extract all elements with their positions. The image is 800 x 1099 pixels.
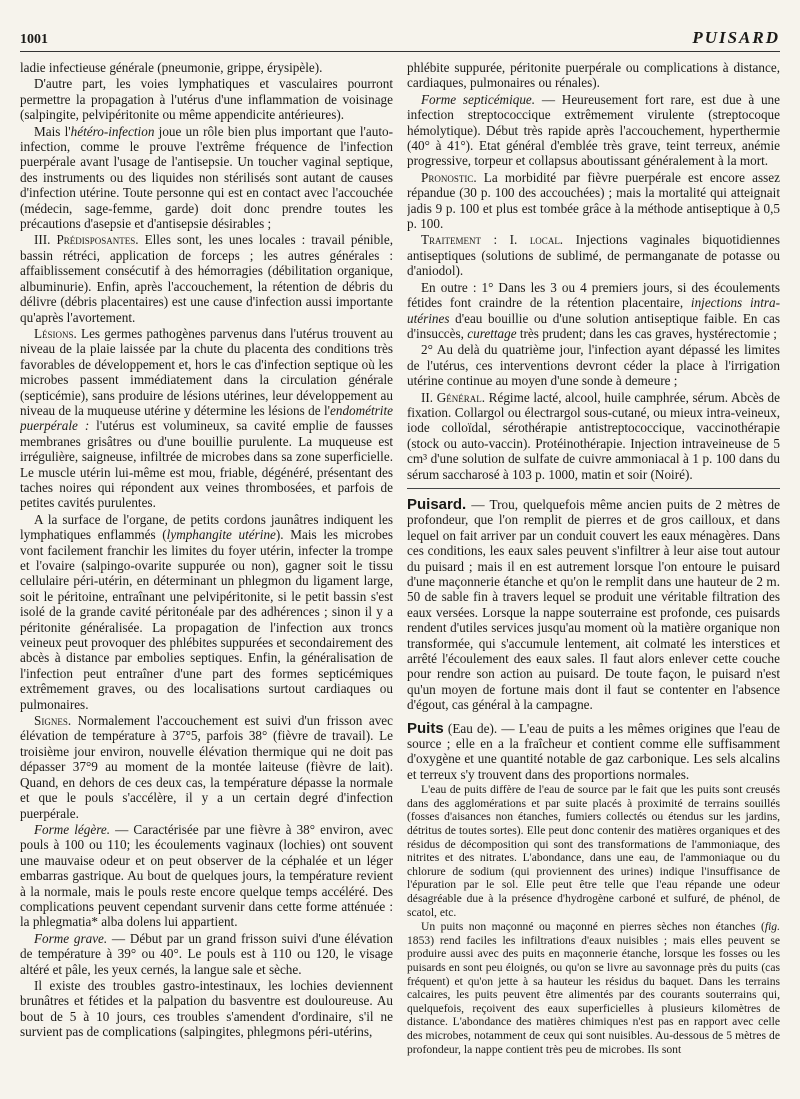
- running-head: PUISARD: [692, 28, 780, 47]
- section-heading: II. Général.: [421, 389, 486, 405]
- text-columns: [20, 60, 780, 1087]
- section-heading: Forme légère.: [34, 821, 111, 837]
- page-number: 1001: [20, 32, 48, 47]
- section-heading: III. Prédisposantes.: [34, 232, 139, 248]
- entry-headword: Puits: [407, 719, 444, 737]
- paragraph: Forme grave. — Début par un grand frisson suivi d'une élévation de température à 39° ou 40°. Le pouls est à 110 ou 120, le visage altéré et pâle, les yeux cernés, la langue sale et sèche.: [20, 930, 393, 977]
- paragraph: Traitement : I. local. Injections vaginales biquotidiennes antiseptiques (solutions de sublimé, de permanganate de potasse ou d'aniodol).: [407, 232, 780, 279]
- section-heading: Lésions.: [34, 325, 77, 341]
- paragraph: ladie infectieuse générale (pneumonie, grippe, érysipèle).: [20, 60, 323, 75]
- paragraph: Mais l'hétéro-infection joue un rôle bien plus important que l'auto-infection, comme le prouve l'extrême fréquence de l'infection puerpérale avant l'usage de l'antisepsie. Un toucher vaginal septique, des instruments ou des liquides non stérilisés sont autant de causes d'infection utérine. Toute personne qui est en contact avec l'accouchée (médecin, sage-femme, garde) doit donc prendre toutes les précautions d'asepsie et d'antisepsie désirables ;: [20, 123, 393, 232]
- paragraph: Lésions. Les germes pathogènes parvenus dans l'utérus trouvent au niveau de la plaie laissée par la chute du placenta des conditions très favorables de développement et, hors le cas d'infection septique où les microbes passent immédiatement dans la circulation générale (septicémie), sans produire de lésions utérines, leur développement au niveau de la muqueuse utérine y détermine les lésions de l'endométrite puerpérale : l'utérus est volumineux, sa cavité emplie de fausses membranes grisâtres ou d'une bouillie purulente. La muqueuse est irrégulière, saigneuse, infiltrée de microbes dans sa zone superficielle. Le muscle utérin lui-même est mou, friable, dégénéré, présentant des taches noires qui répondent aux veines thrombosées, et parfois de petites cavités purulentes.: [20, 325, 393, 511]
- paragraph: II. Général. Régime lacté, alcool, huile camphrée, sérum. Abcès de fixation. Collargol ou électrargol sous-cutané, ou mieux intra-veineux, iode colloïdal, sérothérapie antistreptococcique, vaccinothérapie (stock ou auto-vaccin). Protéinothérapie. Injection intraveineuse de 5 cm³ d'une solution de sulfate de cuivre ammoniacal à 1 p. 100 dans du sérum saccharosé à 103 p. 1000, matin et soir (Noiré).: [407, 389, 780, 482]
- left-column: [20, 60, 393, 1087]
- section-heading: Signes.: [34, 713, 72, 729]
- page-header: [20, 20, 780, 52]
- dictionary-entry-puisard: Puisard. — Trou, quelquefois même ancien puits de 2 mètres de profondeur, que l'on remplit de pierres et de gros cailloux, et dans lequel on fait arriver par un conduit couvert les eaux ménagères. Dans ces conditions, les eaux sales peuvent s'infiltrer à leur aise tout autour du puisard ; mais il en est autrement lorsque l'on entoure le puisard d'une maçonnerie étanche et qu'on le remplit dans une hauteur de 2 m. 50 de sable fin à travers lequel se produit une véritable filtration des eaux versées. Lorsque la nappe souterraine est profonde, ces puisards rendent d'utiles services jusqu'au moment où la matière organique non transformée, qui s'accumule lentement, ait colmaté les interstices et arrêté l'écoulement des eaux sales. Il faut alors enlever cette couche pour rendre son action au puisard. De toute façon, le puisard n'est qu'un moyen de fortune mais dont il faut se contenter en l'absence d'égout, cas général à la campagne.: [407, 495, 780, 713]
- section-heading: Pronostic.: [421, 169, 477, 185]
- section-heading: Forme septicémique.: [421, 91, 536, 107]
- paragraph: L'eau de puits diffère de l'eau de source par le fait que les puits sont creusés dans des agglomérations et par suite placés à proximité de terrains souillés (fosses d'aisances non étanches, fumiers collectés ou étendus sur les jardins, détritus de toutes sortes). Elle peut donc contenir des matières organiques et des résidus de décomposition qui sont des transformations de l'ammoniaque, des nitrites et des nitrates. L'abondance, dans une eau, de l'ammoniaque ou du chlorure de sodium (qui proviennent des urines) indique l'insuffisance de l'épuration par le sol. Elle peut être telle que l'eau répande une odeur désagréable due à la présence d'hydrogène carboné et sulfuré, de phénol, de scatol, etc.: [407, 783, 780, 919]
- paragraph: A la surface de l'organe, de petits cordons jaunâtres indiquent les lymphatiques enflammés (lymphangite utérine). Mais les microbes vont facilement franchir les limites du foyer utérin, infecter la trompe et l'ovaire (salpingo-ovarite suppurée ou non), gagner soit le tissu cellulaire péri-utérin, en déterminant un phlegmon du ligament large, soit le péritoine, entraînant une pelvipéritonite, si le petit bassin s'est isolé de la grande cavité péritonéale par des adhérences ; sinon il y a péritonite généralisée. La propagation de l'infection aux troncs veineux peut provoquer des phlébites suppurées et secondairement des abcès à distance par embolies septiques. Enfin, la généralisation de l'infection peut entraîner d'une part des formes septicémiques extrêmement graves, ou des localisations surtout cardiaques ou pulmonaires.: [20, 511, 393, 712]
- paragraph: Signes. Normalement l'accouchement est suivi d'un frisson avec élévation de température à 37°5, parfois 38° (fièvre de travail). Le troisième jour environ, nouvelle élévation thermique qui ne doit pas dépasser 37°9 au moment de la montée laiteuse (fièvre de lait). Quand, en dehors de ces deux cas, la température dépasse la normale et que le pouls s'accélère, il y a un certain degré d'infection puerpérale.: [20, 713, 393, 821]
- small-print-section: [407, 783, 780, 1056]
- section-heading: Traitement : I. local.: [421, 232, 564, 248]
- paragraph: phlébite suppurée, péritonite puerpérale ou complications à distance, cardiaques, pulmonaires ou rénales).: [407, 60, 780, 91]
- dictionary-entry-puits: Puits (Eau de). — L'eau de puits a les mêmes origines que l'eau de source ; elle en a la fraîcheur et contient comme elle suffisamment d'oxygène et une quantité notable de gaz carbonique. Les sels alcalins et terreux s'y trouvent dans des proportions normales.: [407, 719, 780, 782]
- paragraph: D'autre part, les voies lymphatiques et vasculaires pourront permettre la propagation à l'utérus d'une inflammation de voisinage (salpingite, pelvipéritonite ou même appendicite antérieures).: [20, 76, 393, 123]
- paragraph: III. Prédisposantes. Elles sont, les unes locales : travail pénible, bassin rétréci, application de forceps ; les autres générales : affaiblissement consécutif à des hémorragies (débilitation organique, albuminurie). Enfin, après l'accouchement, la rétention de débris du délivre (débris placentaires) est une cause d'infection aussi importante qu'après l'avortement.: [20, 232, 393, 325]
- right-column: [407, 60, 780, 1087]
- section-heading: Forme grave.: [34, 930, 108, 946]
- paragraph: Pronostic. La morbidité par fièvre puerpérale est encore assez répandue (30 p. 100 des accouchées) ; mais la mortalité qui atteignait jadis 9 p. 100 et plus est tombée grâce à la méthode antiseptique à 0,5 p. 100.: [407, 169, 780, 232]
- paragraph: Forme septicémique. — Heureusement fort rare, est due à une infection streptococcique extrêmement virulente (streptocoque hémolytique). Début très rapide après l'accouchement, hyperthermie (40° à 41°). Etat général d'emblée très grave, teint terreux, anémie progressive, torpeur et collapsus aboutissant généralement à la mort.: [407, 91, 780, 169]
- paragraph: En outre : 1° Dans les 3 ou 4 premiers jours, si des écoulements fétides font craindre de la rétention placentaire, injections intra-utérines d'eau bouillie ou d'une solution antiseptique faible. En cas d'insuccès, curettage très prudent; dans les cas graves, hystérectomie ;: [407, 279, 780, 341]
- paragraph: Forme légère. — Caractérisée par une fièvre à 38° environ, avec pouls à 100 ou 110; les écoulements vaginaux (lochies) ont souvent une mauvaise odeur et on peut observer de la céphalée et un léger embarras gastrique. Au bout de quelques jours, la température revient à la normale, mais le pouls reste encore quelque temps accéléré. Des complications peuvent cependant survenir dans cette forme atténuée : la phlegmatia* alba dolens lui appartient.: [20, 821, 393, 930]
- paragraph: 2° Au delà du quatrième jour, l'infection ayant dépassé les limites de l'utérus, ces interventions devront céder la place à l'irrigation utérine continue au moyen d'une sonde à demeure ;: [407, 342, 780, 389]
- paragraph: Un puits non maçonné ou maçonné en pierres sèches non étanches (fig. 1853) rend faciles les infiltrations d'eaux nuisibles ; mais elles peuvent se produire aussi avec des puits en maçonnerie étanche, lorsque les fosses ou les puisards en sont peu éloignés, ou qu'on se livre au savonnage près du puits (cas fréquent) et qu'on jette à sa hauteur les résidus du baquet. Dans les terrains calcaires, les puits peuvent être alimentés par des courants souterrains qui, quelquefois, reçoivent des eaux superficielles à plusieurs kilomètres de distance. L'abondance des matières chimiques n'est pas en rapport avec celle des microbes, notamment de ceux qui sont nuisibles. Au-dessous de 5 mètres de profondeur, la nappe contient très peu de microbes. Ils sont: [407, 920, 780, 1056]
- entry-divider: [407, 488, 780, 489]
- paragraph: Il existe des troubles gastro-intestinaux, les lochies deviennent brunâtres et fétides et la palpation du basventre est douloureuse. Au bout de 5 à 10 jours, ces troubles s'amendent d'ordinaire, s'il ne survient pas de complications (salpingites, phlegmons péri-utérins,: [20, 977, 393, 1040]
- entry-headword: Puisard.: [407, 495, 467, 513]
